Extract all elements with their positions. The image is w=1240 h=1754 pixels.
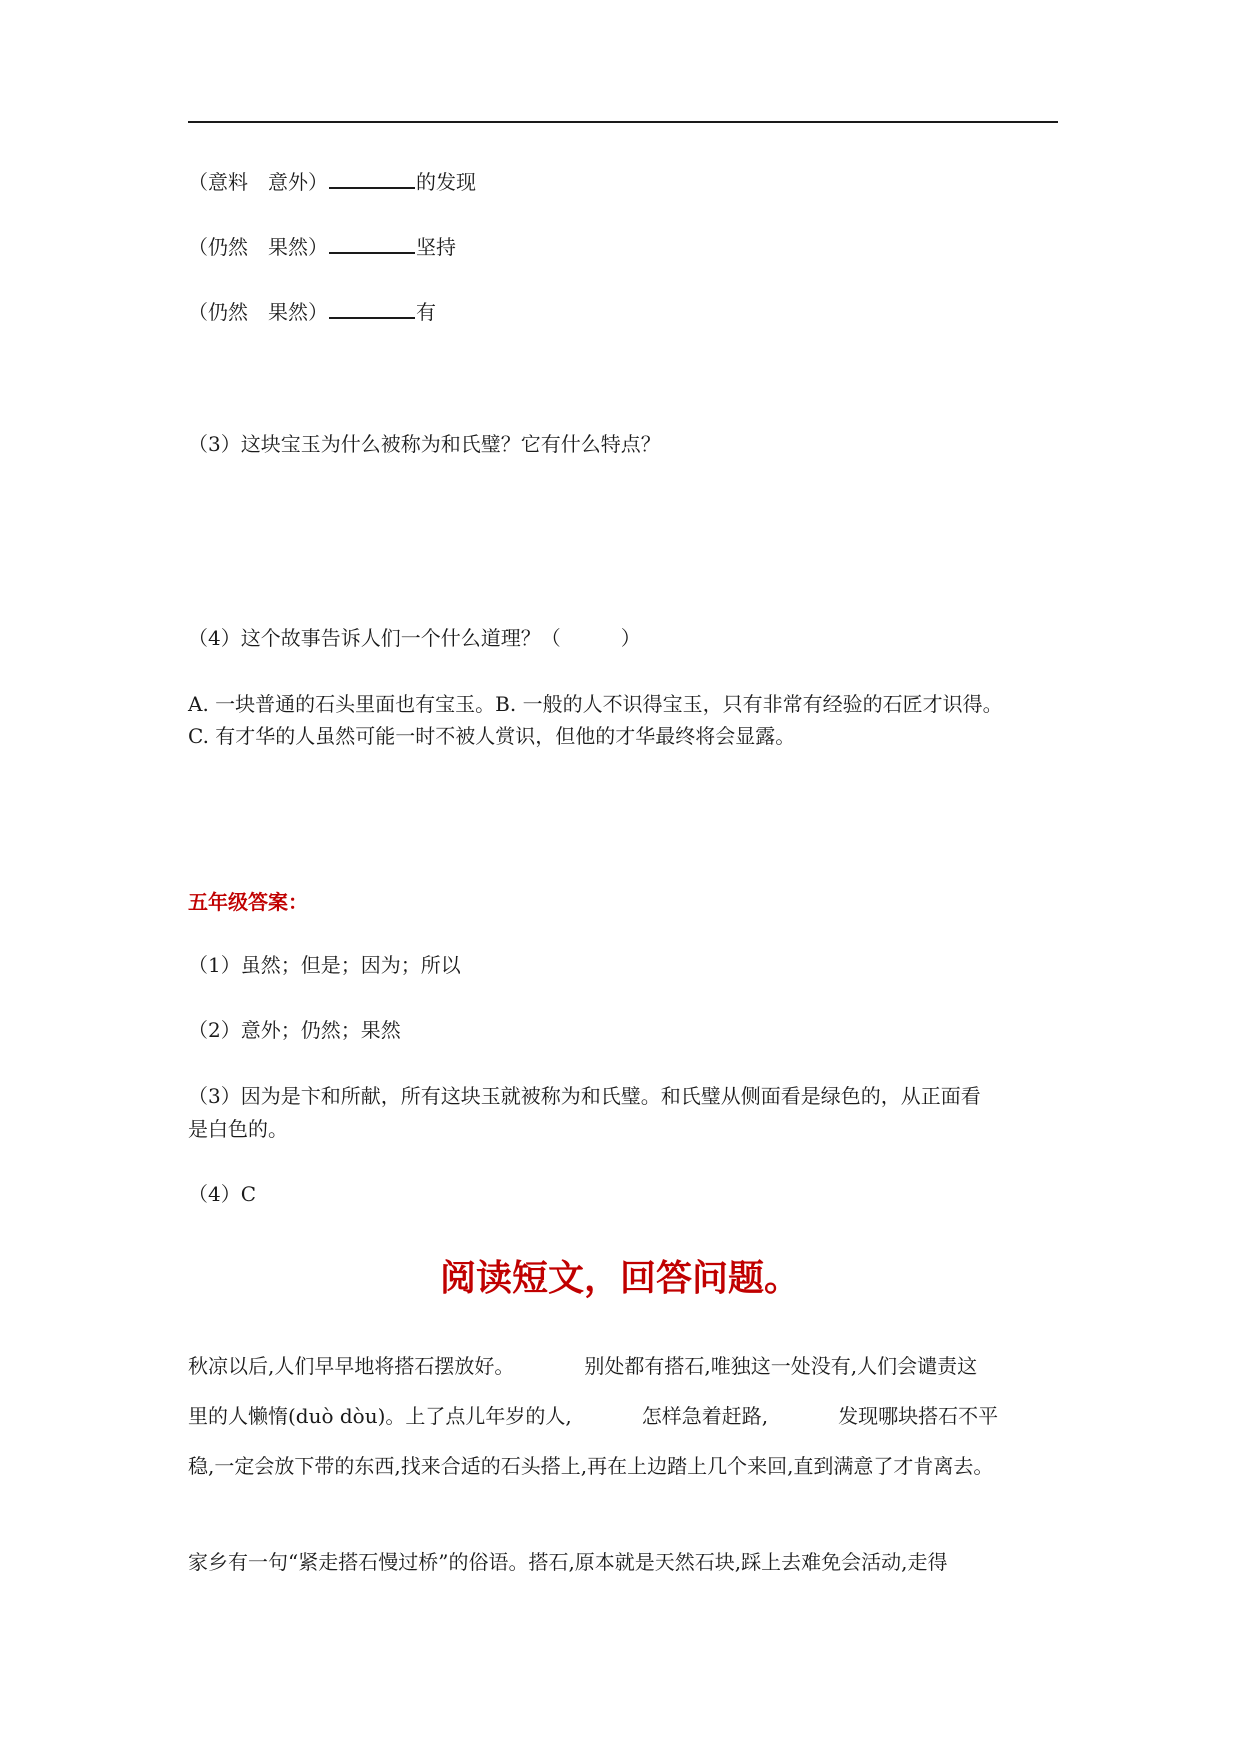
answer-2: （2）意外；仍然；果然 xyxy=(188,1018,401,1042)
answer-blank[interactable] xyxy=(329,234,415,254)
passage-line-3: 稳,一定会放下带的东西,找来合适的石头搭上,再在上边踏上几个来回,直到满意了才肯离去。 xyxy=(188,1454,994,1478)
answers-heading: 五年级答案： xyxy=(188,890,308,914)
answer-4: （4）C xyxy=(188,1182,257,1206)
passage-segment: 发现哪块搭石不平 xyxy=(838,1404,999,1428)
header-rule xyxy=(188,121,1058,123)
fill-in-item-3 xyxy=(188,296,436,325)
answer-1: （1）虽然；但是；因为；所以 xyxy=(188,953,461,977)
fill-in-choices: （意料 意外） xyxy=(188,170,328,194)
passage-line-1 xyxy=(188,1350,977,1379)
passage-segment: 怎样急着赶路, xyxy=(641,1404,769,1428)
answer-3-line-2: 是白色的。 xyxy=(188,1117,288,1141)
answer-blank[interactable] xyxy=(329,299,415,319)
answer-3-line-1: （3）因为是卞和所献，所有这块玉就被称为和氏璧。和氏璧从侧面看是绿色的，从正面看 xyxy=(188,1084,981,1108)
fill-in-item-1 xyxy=(188,166,476,195)
passage-segment: 别处都有搭石,唯独这一处没有,人们会谴责这 xyxy=(584,1354,978,1378)
passage-segment: 秋凉以后,人们早早地将搭石摆放好。 xyxy=(188,1354,515,1378)
fill-in-item-2 xyxy=(188,231,456,260)
fill-in-choices: （仍然 果然） xyxy=(188,235,328,259)
option-line-1: A. 一块普通的石头里面也有宝玉。B. 一般的人不识得宝玉，只有非常有经验的石匠才识得。 xyxy=(188,692,1003,716)
question-3: （3）这块宝玉为什么被称为和氏璧？它有什么特点？ xyxy=(188,432,661,456)
option-line-2: C. 有才华的人虽然可能一时不被人赏识，但他的才华最终将会显露。 xyxy=(188,724,796,748)
question-4: （4）这个故事告诉人们一个什么道理？（ ） xyxy=(188,626,641,650)
fill-in-suffix: 有 xyxy=(416,300,436,324)
fill-in-suffix: 坚持 xyxy=(416,235,456,259)
reading-title: 阅读短文，回答问题。 xyxy=(439,1258,800,1299)
passage-line-4: 家乡有一句“紧走搭石慢过桥”的俗语。搭石,原本就是天然石块,踩上去难免会活动,走得 xyxy=(188,1550,948,1574)
passage-segment: 里的人懒惰(duò dòu)。上了点儿年岁的人, xyxy=(188,1404,572,1428)
fill-in-choices: （仍然 果然） xyxy=(188,300,328,324)
passage-line-2 xyxy=(188,1400,998,1429)
answer-blank[interactable] xyxy=(329,169,415,189)
fill-in-suffix: 的发现 xyxy=(416,170,476,194)
